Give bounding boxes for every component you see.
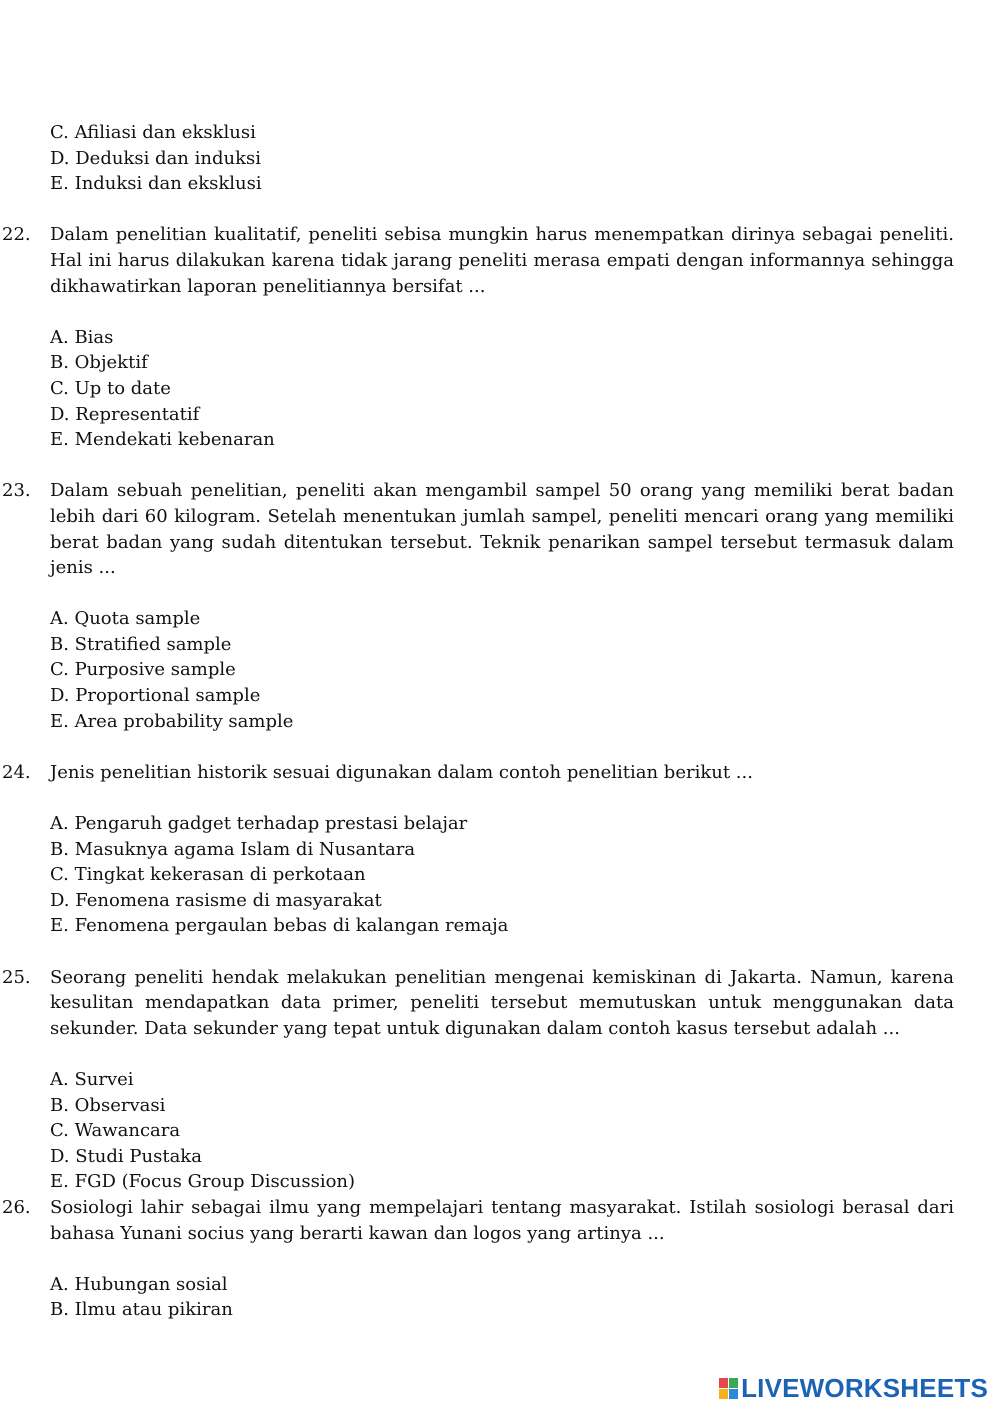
liveworksheets-grid-icon xyxy=(718,1377,738,1399)
worksheet-page xyxy=(0,120,1000,1323)
option: A. Pengaruh gadget terhadap prestasi belajar xyxy=(50,813,468,835)
option: B. Ilmu atau pikiran xyxy=(50,1299,233,1321)
logo-tile xyxy=(719,1378,728,1388)
option: C. Purposive sample xyxy=(50,659,236,681)
question-22 xyxy=(0,222,1000,452)
previous-question-options xyxy=(0,120,1000,197)
question-number: 26. xyxy=(2,1196,31,1218)
logo-tile xyxy=(729,1378,738,1388)
question-24 xyxy=(0,760,1000,939)
option: C. Up to date xyxy=(50,377,171,399)
question-text: Sosiologi lahir sebagai ilmu yang mempelajari tentang masyarakat. Istilah sosiologi berasal dari bahasa Yunani socius yang berarti kawan dan logos yang artinya ... xyxy=(50,1196,954,1244)
question-number: 25. xyxy=(2,966,31,988)
option: C. Afiliasi dan eksklusi xyxy=(50,122,256,143)
logo-text: LIVEWORKSHEETS xyxy=(741,1372,988,1403)
option: C. Tingkat kekerasan di perkotaan xyxy=(50,864,366,886)
question-23 xyxy=(0,478,1000,734)
question-number: 24. xyxy=(2,761,31,783)
option: A. Survei xyxy=(50,1068,134,1090)
option: B. Masuknya agama Islam di Nusantara xyxy=(50,838,416,860)
option: D. Studi Pustaka xyxy=(50,1145,202,1167)
option: D. Fenomena rasisme di masyarakat xyxy=(50,889,382,911)
question-25 xyxy=(0,965,1000,1195)
option: A. Hubungan sosial xyxy=(50,1273,228,1295)
question-text: Dalam sebuah penelitian, peneliti akan mengambil sampel 50 orang yang memiliki berat badan lebih dari 60 kilogram. Setelah menentukan jumlah sampel, peneliti mencari orang yang memiliki berat badan yang sudah ditentukan tersebut. Teknik penarikan sampel tersebut termasuk dalam jenis ... xyxy=(50,480,954,579)
question-number: 23. xyxy=(2,480,31,502)
option: D. Representatif xyxy=(50,403,200,425)
option: A. Quota sample xyxy=(50,608,201,630)
option: E. Area probability sample xyxy=(50,710,294,732)
liveworksheets-logo[interactable] xyxy=(718,1372,988,1404)
option: E. Fenomena pergaulan bebas di kalangan remaja xyxy=(50,915,509,937)
logo-tile xyxy=(719,1389,728,1399)
question-text: Jenis penelitian historik sesuai digunakan dalam contoh penelitian berikut ... xyxy=(50,761,753,783)
question-text: Seorang peneliti hendak melakukan penelitian mengenai kemiskinan di Jakarta. Namun, karena kesulitan mendapatkan data primer, peneliti tersebut memutuskan untuk menggunakan data sekunder. Data sekunder yang tepat untuk digunakan dalam contoh kasus tersebut adalah ... xyxy=(50,966,954,1039)
option: E. Mendekati kebenaran xyxy=(50,429,275,451)
option: E. FGD (Focus Group Discussion) xyxy=(50,1171,356,1193)
option: B. Stratified sample xyxy=(50,633,232,655)
option: C. Wawancara xyxy=(50,1120,181,1142)
option: B. Observasi xyxy=(50,1094,166,1116)
question-text: Dalam penelitian kualitatif, peneliti sebisa mungkin harus menempatkan dirinya sebagai peneliti. Hal ini harus dilakukan karena tidak jarang peneliti merasa empati dengan informannya sehingga dikhawatirkan laporan penelitiannya bersifat ... xyxy=(50,224,954,297)
option: B. Objektif xyxy=(50,352,148,374)
option: E. Induksi dan eksklusi xyxy=(50,173,262,195)
question-26 xyxy=(0,1195,1000,1323)
logo-tile xyxy=(729,1389,738,1399)
question-number: 22. xyxy=(2,224,31,246)
option: A. Bias xyxy=(50,326,114,348)
option: D. Deduksi dan induksi xyxy=(50,147,261,169)
option: D. Proportional sample xyxy=(50,685,261,707)
